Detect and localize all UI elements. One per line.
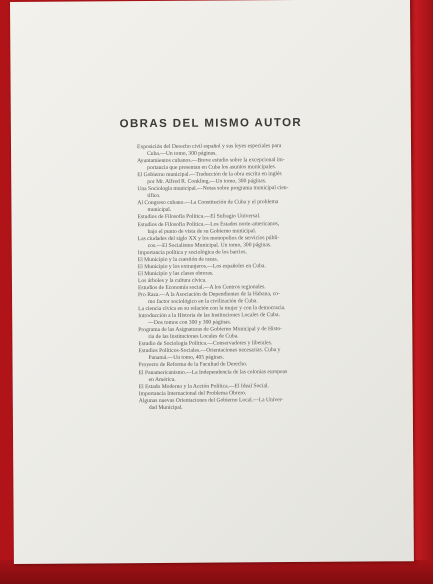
work-title-line: Las ciudades del siglo XX y los monopolios de servicios públi-: [137, 234, 280, 242]
work-entry: [138, 326, 362, 342]
work-title-line: El Municipio y la cuestión de razas.: [137, 256, 219, 263]
work-entry: [138, 291, 362, 307]
work-title-line: Una Sociología municipal.—Notas sobre programa municipal cien-: [137, 185, 289, 193]
work-title-line: Estudios de Filosofía Política.—El Sufragio Universal.: [137, 213, 261, 221]
printed-page: [10, 0, 414, 564]
work-title-line: El Gobierno municipal.—Traducción de la obra escrita en inglés: [137, 171, 282, 179]
work-title-line: Estudios de Filosofía Política.—Los Estados norte-americanos,: [137, 220, 280, 228]
work-title-continuation: Cuba.—Un tomo, 300 páginas.: [147, 150, 217, 158]
work-title-continuation: —Dos tomos con 300 y 300 páginas.: [148, 319, 232, 327]
work-entry: [138, 347, 362, 363]
work-title-line: Al Congreso cubano.—La Constitución de Cuba y el problema: [137, 199, 279, 207]
work-title-line: Proyecto de Reforma de la Facultad de Derecho.: [138, 361, 248, 369]
work-title-line: El Panamericanismo.—La Independencia de las colonias europeas: [138, 368, 288, 376]
work-entry: [137, 157, 361, 173]
work-entry: [139, 368, 363, 384]
work-entry: [138, 312, 362, 328]
work-title-continuation: en América.: [148, 376, 176, 383]
work-title-continuation: bajo el punto de vista de su Gobierno municipal.: [147, 227, 257, 235]
work-title-line: El Municipio y las clases obreras.: [137, 270, 214, 277]
work-title-line: El Municipio y los extranjeros.—Los españoles en Cuba.: [137, 263, 266, 270]
work-title-continuation: cos.—El Socialismo Municipal. Un tomo, 300 páginas.: [147, 241, 272, 249]
work-entry: [137, 143, 361, 159]
work-title-line: Importancia Internacional del Problema Obrero.: [138, 390, 247, 397]
work-title-line: Ayuntamientos cubanos.—Breve estudio sobre la excepcional im-: [137, 157, 285, 165]
work-title-continuation: mo factor sociológico en la civilización de Cuba.: [148, 298, 258, 306]
work-entry: [137, 199, 361, 215]
work-title-continuation: municipal.: [147, 207, 172, 214]
work-entry: [137, 185, 361, 201]
work-title-line: Introducción a la Historia de las Instituciones Locales de Cuba.: [138, 312, 280, 320]
work-entry: [138, 220, 362, 236]
work-title-line: El Estado Moderno y la Acción Política.—El Ideal Social.: [138, 382, 269, 390]
work-title-line: Los árboles y la cultura cívica.: [137, 277, 207, 285]
works-list: [137, 143, 363, 412]
work-entry: [139, 396, 363, 412]
work-title-line: La ciencia cívica en su relación con la mujer y con la democracia.: [138, 305, 286, 313]
work-title-continuation: por Mr. Alfred R. Conkling.—Un tomo, 300 páginas.: [147, 178, 267, 186]
work-title-continuation: tífico.: [147, 193, 161, 200]
page-heading: OBRAS DEL MISMO AUTOR: [119, 116, 303, 131]
work-title-continuation: dad Municipal.: [148, 404, 183, 411]
work-title-line: Estudio de Sociología Política.—Conservadores y liberales.: [138, 340, 273, 348]
work-title-line: Estudios Políticos-Sociales.—Orientaciones necesarias. Cuba y: [138, 347, 281, 355]
work-title-line: Importancia política y sociológica de los barrios.: [137, 249, 247, 256]
work-title-line: Exposición del Derecho civil español y sus leyes especiales para: [136, 143, 282, 151]
work-title-line: Estudios de Economía social.—A los Centros regionales.: [137, 284, 266, 292]
work-title-line: Algunas nuevas Orientaciones del Gobierno Local.—La Univer-: [138, 396, 284, 404]
work-title-continuation: portancia que presentan en Cuba los asuntos municipales.: [147, 164, 277, 172]
work-entry: [138, 234, 362, 250]
work-title-continuation: Panamá.—Un tomo, 405 páginas.: [148, 354, 225, 362]
work-title-line: Programa de las Asignaturas de Gobierno Municipal y de Histo-: [138, 326, 283, 334]
work-entry: [137, 171, 361, 187]
work-title-continuation: ria de las Instituciones Locales de Cuba.: [148, 333, 239, 341]
work-title-line: Pro Raza.—A la Asociación de Dependientes de la Habana, co-: [138, 291, 280, 299]
